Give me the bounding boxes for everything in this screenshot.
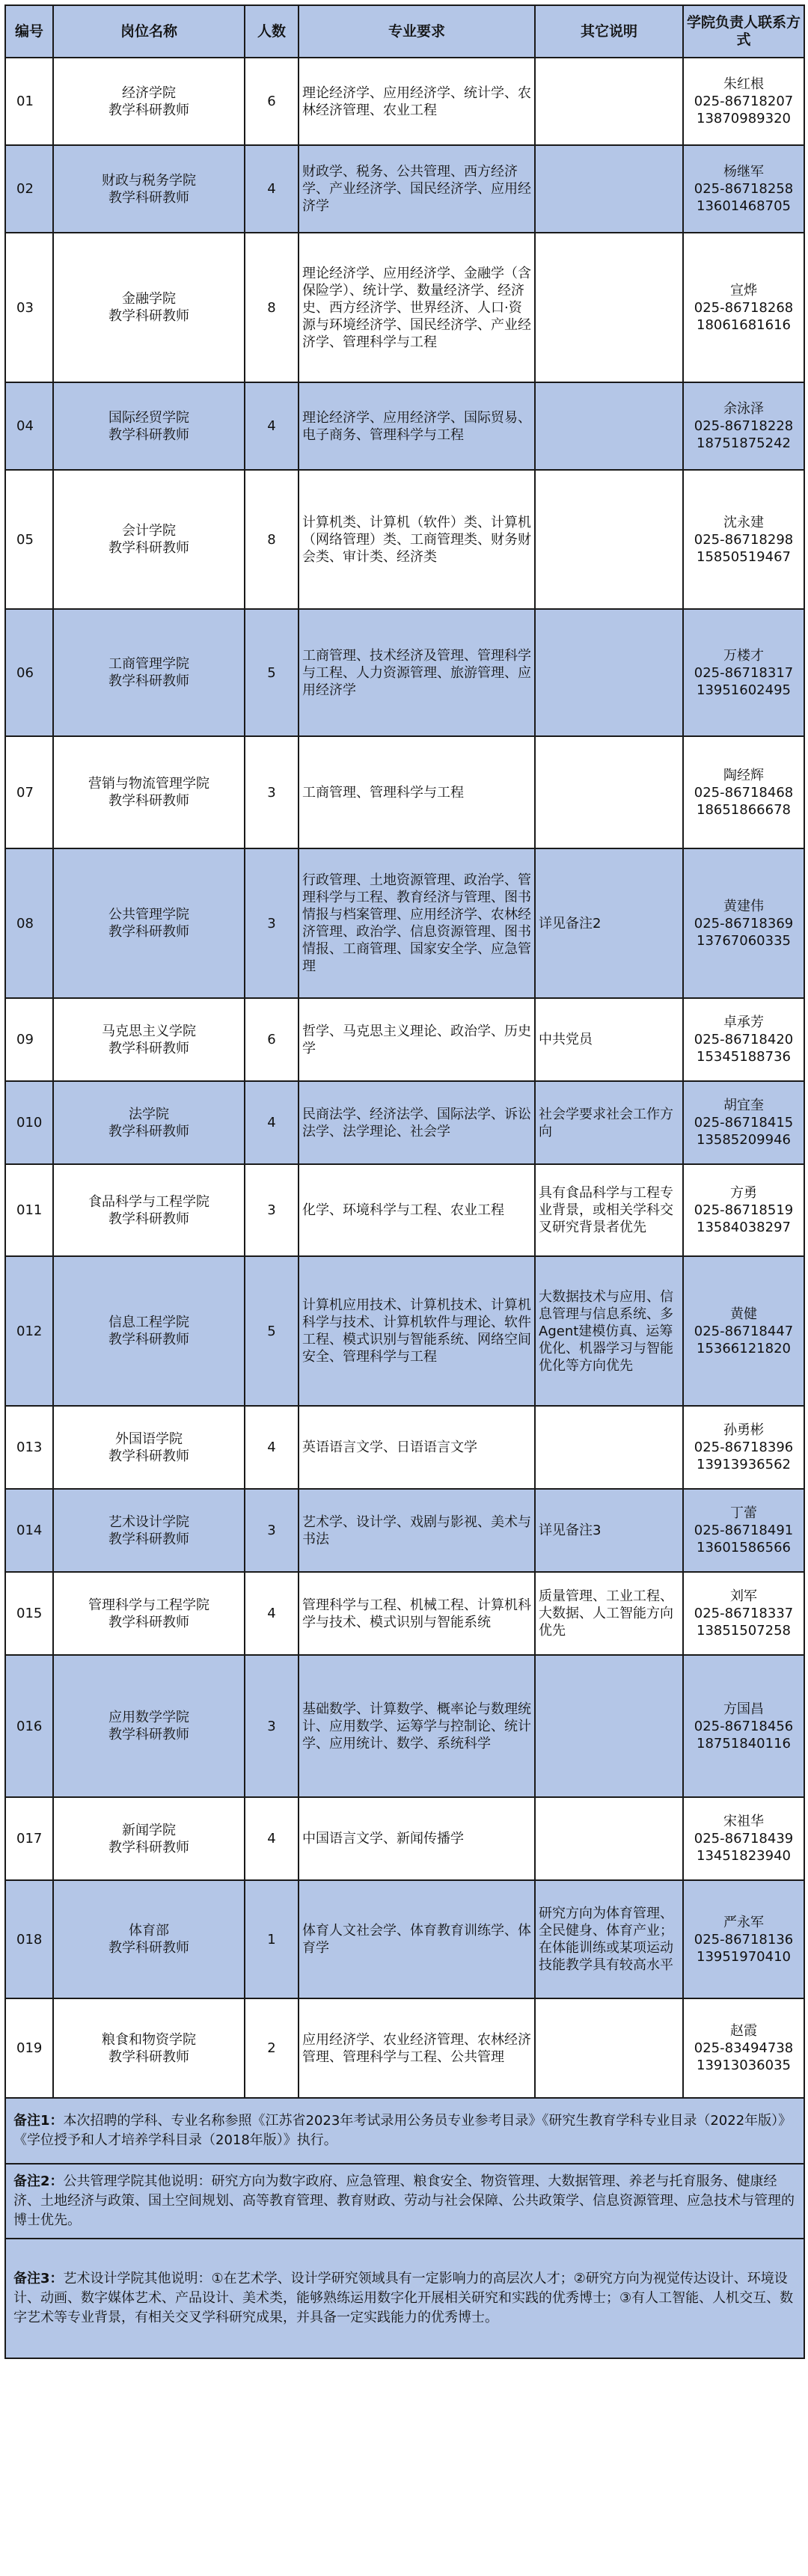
cell-contact: 陶经辉 025-86718468 18651866678 bbox=[683, 736, 804, 848]
cell-other: 大数据技术与应用、信息管理与信息系统、多Agent建模仿真、运筹优化、机器学习与智能优化等方向优先 bbox=[535, 1256, 683, 1406]
table-body bbox=[5, 58, 804, 2098]
table-row bbox=[5, 1655, 804, 1797]
note-label: 备注3： bbox=[13, 2271, 64, 2286]
cell-post: 会计学院 教学科研教师 bbox=[53, 470, 245, 609]
table-row bbox=[5, 1489, 804, 1572]
cell-post: 工商管理学院 教学科研教师 bbox=[53, 609, 245, 736]
cell-major: 理论经济学、应用经济学、统计学、农林经济管理、农业工程 bbox=[299, 58, 535, 145]
cell-no: 018 bbox=[5, 1880, 53, 1998]
cell-major: 计算机类、计算机（软件）类、计算机（网络管理）类、工商管理类、财务财会类、审计类、经济类 bbox=[299, 470, 535, 609]
cell-major: 理论经济学、应用经济学、国际贸易、电子商务、管理科学与工程 bbox=[299, 382, 535, 470]
cell-other bbox=[535, 145, 683, 233]
cell-no: 012 bbox=[5, 1256, 53, 1406]
cell-other bbox=[535, 233, 683, 382]
cell-contact: 沈永建 025-86718298 15850519467 bbox=[683, 470, 804, 609]
cell-contact: 余泳泽 025-86718228 18751875242 bbox=[683, 382, 804, 470]
cell-count: 6 bbox=[245, 58, 299, 145]
note-row-2 bbox=[5, 2164, 804, 2239]
cell-major: 理论经济学、应用经济学、金融学（含保险学）、统计学、数量经济学、经济史、西方经济学、世界经济、人口·资源与环境经济学、国民经济学、产业经济学、管理科学与工程 bbox=[299, 233, 535, 382]
cell-other bbox=[535, 609, 683, 736]
cell-post: 粮食和物资学院 教学科研教师 bbox=[53, 1998, 245, 2098]
cell-contact: 杨继军 025-86718258 13601468705 bbox=[683, 145, 804, 233]
cell-no: 02 bbox=[5, 145, 53, 233]
table-row bbox=[5, 233, 804, 382]
cell-post: 财政与税务学院 教学科研教师 bbox=[53, 145, 245, 233]
cell-major: 民商法学、经济法学、国际法学、诉讼法学、法学理论、社会学 bbox=[299, 1081, 535, 1164]
cell-major: 管理科学与工程、机械工程、计算机科学与技术、模式识别与智能系统 bbox=[299, 1572, 535, 1655]
table-row bbox=[5, 1406, 804, 1489]
cell-count: 8 bbox=[245, 233, 299, 382]
cell-count: 5 bbox=[245, 609, 299, 736]
table-row bbox=[5, 1880, 804, 1998]
cell-other bbox=[535, 1655, 683, 1797]
table-row bbox=[5, 998, 804, 1081]
cell-no: 06 bbox=[5, 609, 53, 736]
table-row bbox=[5, 1572, 804, 1655]
table-row bbox=[5, 470, 804, 609]
cell-count: 4 bbox=[245, 1797, 299, 1880]
cell-count: 8 bbox=[245, 470, 299, 609]
cell-major: 工商管理、技术经济及管理、管理科学与工程、人力资源管理、旅游管理、应用经济学 bbox=[299, 609, 535, 736]
note-label: 备注1： bbox=[13, 2113, 64, 2129]
cell-no: 08 bbox=[5, 848, 53, 998]
cell-no: 019 bbox=[5, 1998, 53, 2098]
table-row bbox=[5, 1998, 804, 2098]
cell-contact: 胡宜奎 025-86718415 13585209946 bbox=[683, 1081, 804, 1164]
cell-contact: 严永军 025-86718136 13951970410 bbox=[683, 1880, 804, 1998]
table-row bbox=[5, 736, 804, 848]
cell-post: 经济学院 教学科研教师 bbox=[53, 58, 245, 145]
cell-other bbox=[535, 1998, 683, 2098]
cell-count: 6 bbox=[245, 998, 299, 1081]
header-count: 人数 bbox=[245, 5, 299, 58]
cell-post: 公共管理学院 教学科研教师 bbox=[53, 848, 245, 998]
cell-major: 行政管理、土地资源管理、政治学、管理科学与工程、教育经济与管理、图书情报与档案管理、应用经济学、农林经济管理、政治学、信息资源管理、图书情报、工商管理、国家安全学、应急管理 bbox=[299, 848, 535, 998]
cell-major: 艺术学、设计学、戏剧与影视、美术与书法 bbox=[299, 1489, 535, 1572]
cell-major: 基础数学、计算数学、概率论与数理统计、应用数学、运筹学与控制论、统计学、应用统计、数学、系统科学 bbox=[299, 1655, 535, 1797]
cell-count: 3 bbox=[245, 1489, 299, 1572]
table-row bbox=[5, 1256, 804, 1406]
cell-post: 体育部 教学科研教师 bbox=[53, 1880, 245, 1998]
cell-count: 3 bbox=[245, 1164, 299, 1256]
header-major: 专业要求 bbox=[299, 5, 535, 58]
cell-post: 马克思主义学院 教学科研教师 bbox=[53, 998, 245, 1081]
cell-post: 艺术设计学院 教学科研教师 bbox=[53, 1489, 245, 1572]
cell-other bbox=[535, 382, 683, 470]
cell-no: 03 bbox=[5, 233, 53, 382]
cell-no: 017 bbox=[5, 1797, 53, 1880]
note-text: 艺术设计学院其他说明：①在艺术学、设计学研究领域具有一定影响力的高层次人才；②研究方向为视觉传达设计、环境设计、动画、数字媒体艺术、产品设计、美术类，能够熟练运用数字化开展相关研究和实践的优秀博士；③有人工智能、人机交互、数字艺术等专业背景，有相关交叉学科研究成果，并具备一定实践能力的优秀博士。 bbox=[13, 2271, 794, 2325]
header-post: 岗位名称 bbox=[53, 5, 245, 58]
header-contact: 学院负责人联系方式 bbox=[683, 5, 804, 58]
cell-contact: 赵霞 025-83494738 13913036035 bbox=[683, 1998, 804, 2098]
table-row bbox=[5, 382, 804, 470]
cell-major: 计算机应用技术、计算机技术、计算机科学与技术、计算机软件与理论、软件工程、模式识别与智能系统、网络空间安全、管理科学与工程 bbox=[299, 1256, 535, 1406]
cell-post: 应用数学学院 教学科研教师 bbox=[53, 1655, 245, 1797]
cell-count: 4 bbox=[245, 1081, 299, 1164]
header-no: 编号 bbox=[5, 5, 53, 58]
cell-other bbox=[535, 1406, 683, 1489]
cell-major: 工商管理、管理科学与工程 bbox=[299, 736, 535, 848]
cell-contact: 万楼才 025-86718317 13951602495 bbox=[683, 609, 804, 736]
cell-contact: 方勇 025-86718519 13584038297 bbox=[683, 1164, 804, 1256]
cell-other: 详见备注3 bbox=[535, 1489, 683, 1572]
cell-contact: 黄健 025-86718447 15366121820 bbox=[683, 1256, 804, 1406]
cell-post: 国际经贸学院 教学科研教师 bbox=[53, 382, 245, 470]
cell-other bbox=[535, 58, 683, 145]
cell-other: 中共党员 bbox=[535, 998, 683, 1081]
table-row bbox=[5, 1081, 804, 1164]
cell-no: 010 bbox=[5, 1081, 53, 1164]
cell-post: 外国语学院 教学科研教师 bbox=[53, 1406, 245, 1489]
cell-other: 社会学要求社会工作方向 bbox=[535, 1081, 683, 1164]
cell-contact: 卓承芳 025-86718420 15345188736 bbox=[683, 998, 804, 1081]
cell-count: 5 bbox=[245, 1256, 299, 1406]
cell-other: 研究方向为体育管理、全民健身、体育产业；在体能训练或某项运动技能教学具有较高水平 bbox=[535, 1880, 683, 1998]
cell-other: 质量管理、工业工程、大数据、人工智能方向优先 bbox=[535, 1572, 683, 1655]
cell-major: 财政学、税务、公共管理、西方经济学、产业经济学、国民经济学、应用经济学 bbox=[299, 145, 535, 233]
table-header-row bbox=[5, 5, 804, 58]
table-row bbox=[5, 145, 804, 233]
cell-no: 07 bbox=[5, 736, 53, 848]
cell-other bbox=[535, 1797, 683, 1880]
table-row bbox=[5, 848, 804, 998]
cell-other bbox=[535, 470, 683, 609]
cell-post: 法学院 教学科研教师 bbox=[53, 1081, 245, 1164]
cell-post: 信息工程学院 教学科研教师 bbox=[53, 1256, 245, 1406]
cell-post: 金融学院 教学科研教师 bbox=[53, 233, 245, 382]
note-label: 备注2： bbox=[13, 2173, 64, 2189]
cell-post: 营销与物流管理学院 教学科研教师 bbox=[53, 736, 245, 848]
cell-contact: 方国昌 025-86718456 18751840116 bbox=[683, 1655, 804, 1797]
cell-count: 3 bbox=[245, 848, 299, 998]
cell-no: 013 bbox=[5, 1406, 53, 1489]
note-2 bbox=[5, 2164, 804, 2239]
cell-no: 015 bbox=[5, 1572, 53, 1655]
note-row-1 bbox=[5, 2098, 804, 2164]
header-other: 其它说明 bbox=[535, 5, 683, 58]
cell-no: 011 bbox=[5, 1164, 53, 1256]
cell-contact: 丁蕾 025-86718491 13601586566 bbox=[683, 1489, 804, 1572]
cell-no: 01 bbox=[5, 58, 53, 145]
cell-other: 详见备注2 bbox=[535, 848, 683, 998]
cell-major: 应用经济学、农业经济管理、农林经济管理、管理科学与工程、公共管理 bbox=[299, 1998, 535, 2098]
cell-no: 04 bbox=[5, 382, 53, 470]
note-text: 公共管理学院其他说明：研究方向为数字政府、应急管理、粮食安全、物资管理、大数据管理、养老与托育服务、健康经济、土地经济与政策、国土空间规划、高等教育管理、教育财政、劳动与社会保障、公共政策学、信息资源管理、应急技术与管理的博士优先。 bbox=[13, 2173, 795, 2228]
cell-count: 3 bbox=[245, 1655, 299, 1797]
cell-count: 3 bbox=[245, 736, 299, 848]
note-1 bbox=[5, 2098, 804, 2164]
cell-major: 体育人文社会学、体育教育训练学、体育学 bbox=[299, 1880, 535, 1998]
cell-no: 016 bbox=[5, 1655, 53, 1797]
cell-no: 014 bbox=[5, 1489, 53, 1572]
cell-count: 4 bbox=[245, 1406, 299, 1489]
cell-no: 09 bbox=[5, 998, 53, 1081]
cell-contact: 孙勇彬 025-86718396 13913936562 bbox=[683, 1406, 804, 1489]
cell-other: 具有食品科学与工程专业背景，或相关学科交叉研究背景者优先 bbox=[535, 1164, 683, 1256]
cell-contact: 宋祖华 025-86718439 13451823940 bbox=[683, 1797, 804, 1880]
recruitment-table-container bbox=[4, 4, 804, 2359]
recruitment-table bbox=[4, 4, 805, 2359]
cell-major: 哲学、马克思主义理论、政治学、历史学 bbox=[299, 998, 535, 1081]
cell-other bbox=[535, 736, 683, 848]
cell-count: 2 bbox=[245, 1998, 299, 2098]
cell-post: 管理科学与工程学院 教学科研教师 bbox=[53, 1572, 245, 1655]
note-row-3 bbox=[5, 2239, 804, 2358]
cell-contact: 宣烨 025-86718268 18061681616 bbox=[683, 233, 804, 382]
cell-count: 1 bbox=[245, 1880, 299, 1998]
cell-count: 4 bbox=[245, 382, 299, 470]
cell-contact: 朱红根 025-86718207 13870989320 bbox=[683, 58, 804, 145]
note-3 bbox=[5, 2239, 804, 2358]
table-row bbox=[5, 58, 804, 145]
table-row bbox=[5, 1797, 804, 1880]
table-row bbox=[5, 1164, 804, 1256]
cell-no: 05 bbox=[5, 470, 53, 609]
table-row bbox=[5, 609, 804, 736]
cell-post: 食品科学与工程学院 教学科研教师 bbox=[53, 1164, 245, 1256]
cell-contact: 黄建伟 025-86718369 13767060335 bbox=[683, 848, 804, 998]
cell-major: 化学、环境科学与工程、农业工程 bbox=[299, 1164, 535, 1256]
cell-major: 英语语言文学、日语语言文学 bbox=[299, 1406, 535, 1489]
cell-major: 中国语言文学、新闻传播学 bbox=[299, 1797, 535, 1880]
note-text: 本次招聘的学科、专业名称参照《江苏省2023年考试录用公务员专业参考目录》《研究生教育学科专业目录（2022年版）》《学位授予和人才培养学科目录（2018年版）》执行。 bbox=[13, 2113, 792, 2148]
cell-count: 4 bbox=[245, 145, 299, 233]
cell-count: 4 bbox=[245, 1572, 299, 1655]
cell-contact: 刘军 025-86718337 13851507258 bbox=[683, 1572, 804, 1655]
cell-post: 新闻学院 教学科研教师 bbox=[53, 1797, 245, 1880]
